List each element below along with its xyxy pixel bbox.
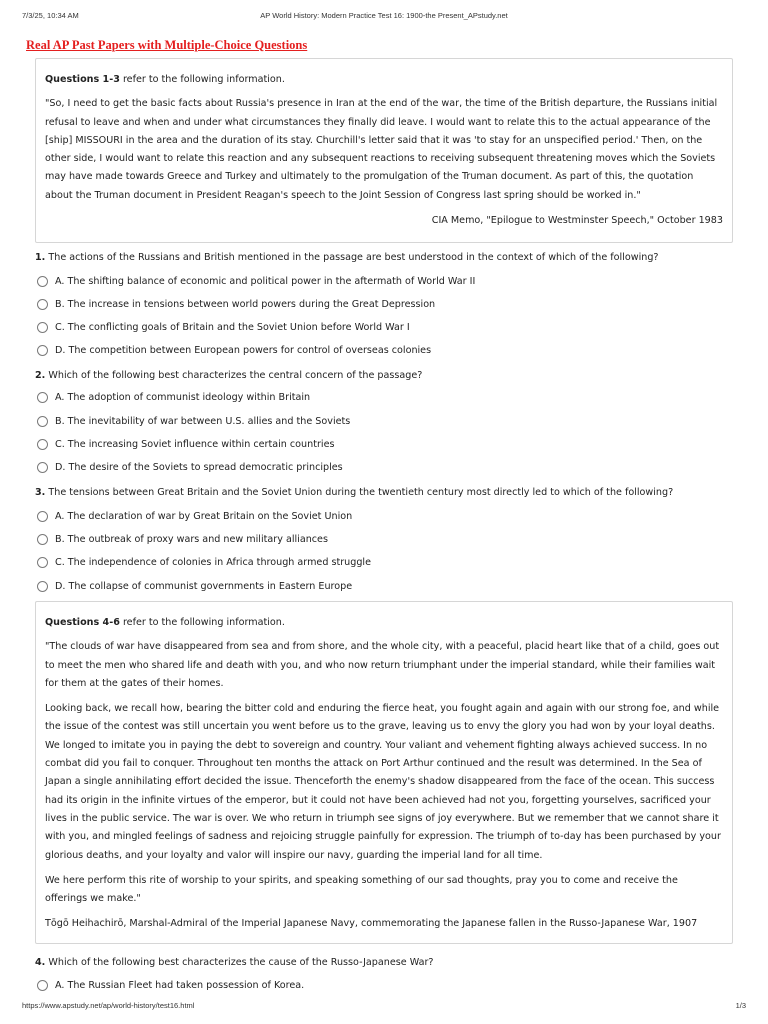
radio-button[interactable] xyxy=(37,322,48,333)
answer-option-label: A. The adoption of communist ideology within Britain xyxy=(55,392,311,403)
radio-button[interactable] xyxy=(37,462,48,473)
passage-citation: Tōgō Heihachirō, Marshal-Admiral of the Imperial Japanese Navy, commemorating the Japanese fallen in the Russo-Japanese War, 1907 xyxy=(45,918,698,930)
answer-option-label: A. The Russian Fleet had taken possession of Korea. xyxy=(55,980,305,991)
question-text: The actions of the Russians and British mentioned in the passage are best understood in the context of which of the following? xyxy=(45,252,659,263)
answer-option-label: A. The declaration of war by Great Britain on the Soviet Union xyxy=(55,511,353,522)
passage-question-range: Questions 4-6 xyxy=(45,617,120,628)
answer-option-label: A. The shifting balance of economic and political power in the aftermath of World War II xyxy=(55,276,476,287)
print-url: https://www.apstudy.net/ap/world-history/test16.html xyxy=(22,1001,195,1010)
passage-text: "So, I need to get the basic facts about Russia's presence in Iran at the end of the war, the time of the British departure, the Russians initial refusal to leave and when and under what circumstances they finally did leave. I would want to relate this to the actual appearance of the [ship] MISSOURI in the area and the duration of its stay. Churchill's letter said that it was 'to stay for an unspecified period.' Then, on the other side, I would want to relate this reaction and any subsequent reactions to receiving subsequent threatening moves which the Soviets may have made towards Greece and Turkey and ultimately to the promulgation of the Truman document. As part of this, the quotation about the Truman document in President Reagan's speech to the Joint Session of Congress last spring should be worked in." xyxy=(45,98,718,201)
passage-box-2 xyxy=(35,601,733,944)
answer-option-label: C. The independence of colonies in Africa through armed struggle xyxy=(55,557,371,568)
passage-reference-suffix: refer to the following information. xyxy=(119,617,285,628)
radio-button[interactable] xyxy=(37,534,48,545)
passage-paragraph: We here perform this rite of worship to your spirits, and speaking something of our sad thoughts, pray you to come and receive the offerings we make." xyxy=(45,874,678,905)
answer-option-label: D. The desire of the Soviets to spread democratic principles xyxy=(55,462,343,473)
radio-button[interactable] xyxy=(37,557,48,568)
answer-option-label: D. The collapse of communist governments in Eastern Europe xyxy=(55,581,353,592)
question-number: 4. xyxy=(35,957,46,968)
radio-button[interactable] xyxy=(37,299,48,310)
passage-reference-suffix: refer to the following information. xyxy=(119,74,285,85)
radio-button[interactable] xyxy=(37,581,48,592)
answer-option-label: C. The conflicting goals of Britain and the Soviet Union before World War I xyxy=(55,322,410,333)
passage-question-range: Questions 1-3 xyxy=(45,74,120,85)
print-page-number: 1/3 xyxy=(735,1001,746,1010)
question-3 xyxy=(35,486,735,500)
site-title-link[interactable]: Real AP Past Papers with Multiple-Choice Questions xyxy=(26,38,308,52)
passage-paragraph: "The clouds of war have disappeared from sea and from shore, and the whole city, with a peaceful, placid heart like that of a child, goes out to meet the men who shared life and death with you, and who now return triumphant under the imperial standard, while their families wait for them at the gates of their homes. xyxy=(45,641,720,689)
print-datetime: 7/3/25, 10:34 AM xyxy=(22,11,79,20)
question-number: 2. xyxy=(35,370,46,381)
answer-option-label: B. The inevitability of war between U.S. allies and the Soviets xyxy=(55,416,351,427)
passage-reference xyxy=(45,614,723,632)
answer-option-label: C. The increasing Soviet influence within certain countries xyxy=(55,439,335,450)
radio-button[interactable] xyxy=(37,980,48,991)
print-page-title: AP World History: Modern Practice Test 16: 1900-the Present_APstudy.net xyxy=(260,11,508,20)
question-text: Which of the following best characterizes the cause of the Russo-Japanese War? xyxy=(45,957,434,968)
answer-option-label: B. The outbreak of proxy wars and new military alliances xyxy=(55,534,328,545)
radio-button[interactable] xyxy=(37,345,48,356)
answer-option-label: B. The increase in tensions between world powers during the Great Depression xyxy=(55,299,436,310)
radio-button[interactable] xyxy=(37,416,48,427)
question-text: Which of the following best characterizes the central concern of the passage? xyxy=(45,370,423,381)
passage-reference xyxy=(45,71,723,89)
radio-button[interactable] xyxy=(37,392,48,403)
radio-button[interactable] xyxy=(37,511,48,522)
question-text: The tensions between Great Britain and the Soviet Union during the twentieth century most directly led to which of the following? xyxy=(45,487,674,498)
radio-button[interactable] xyxy=(37,439,48,450)
passage-citation: CIA Memo, "Epilogue to Westminster Speech," October 1983 xyxy=(431,215,723,227)
passage-box-1 xyxy=(35,58,733,243)
question-number: 3. xyxy=(35,487,46,498)
question-2 xyxy=(35,369,735,383)
question-number: 1. xyxy=(35,252,46,263)
print-header xyxy=(22,11,746,23)
question-1 xyxy=(35,251,735,265)
print-footer xyxy=(22,1001,746,1013)
answer-option-label: D. The competition between European powers for control of overseas colonies xyxy=(55,345,432,356)
passage-paragraph: Looking back, we recall how, bearing the bitter cold and enduring the fierce heat, you fought again and again with our strong foe, and while the issue of the contest was still uncertain you went before us to the grave, leaving us to envy the glory you had won by your loyal deaths. We longed to imitate you in paying the debt to sovereign and country. Your valiant and vehement fighting always achieved success. In no combat did you fail to conquer. Throughout ten months the attack on Port Arthur continued and the result was determined. In the Sea of Japan a single annihilating effort decided the issue. Thenceforth the enemy's shadow disappeared from the face of the ocean. This success had its origin in the infinite virtues of the emperor, but it could not have been achieved had not you, forgetting yourselves, sacrificed your lives in the public service. The war is over. We who return in triumph see signs of joy everywhere. But we remember that we cannot share it with you, and mingled feelings of sadness and rejoicing struggle painfully for expression. The triumph of to-day has been purchased by your glorious deaths, and your loyalty and valor will inspire our navy, guarding the imperial land for all time. xyxy=(45,703,721,861)
radio-button[interactable] xyxy=(37,276,48,287)
question-4 xyxy=(35,956,735,970)
